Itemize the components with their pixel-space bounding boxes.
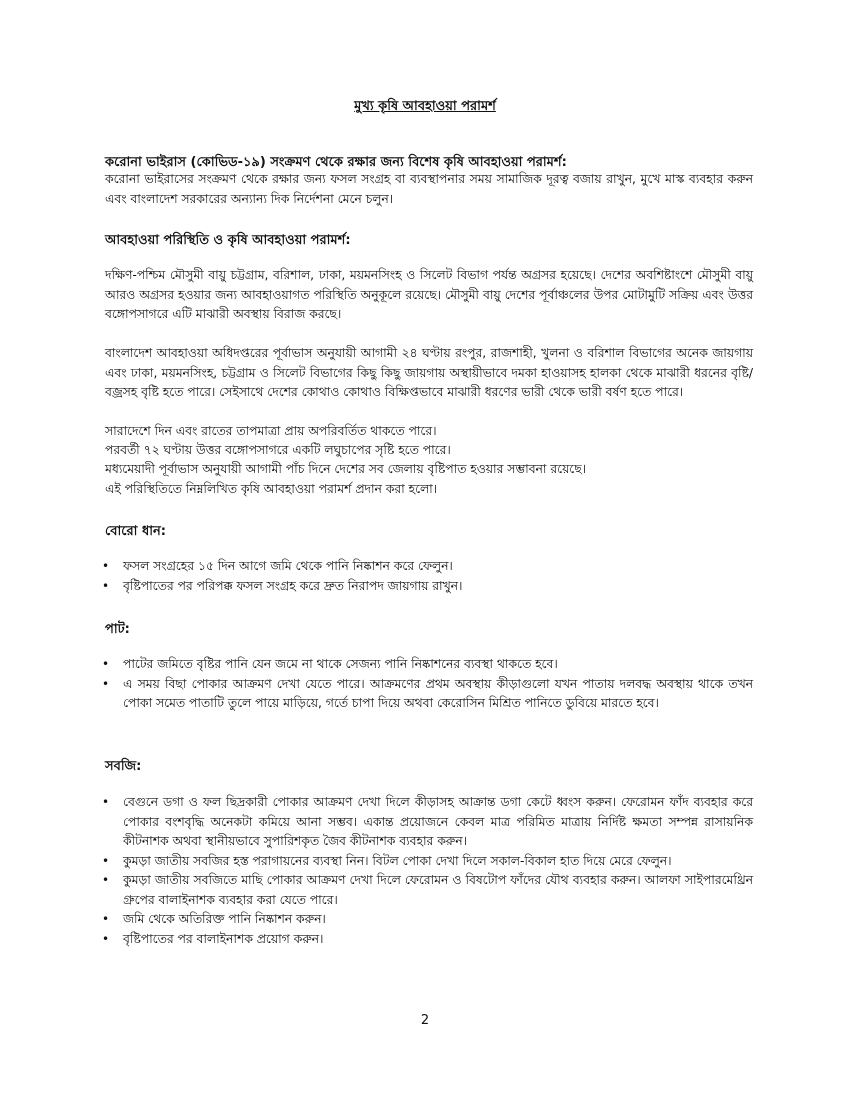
bullet-icon: •	[102, 931, 110, 946]
weather-line-medium-forecast: মধ্যমেয়াদী পূর্বাভাস অনুযায়ী আগামী পাঁচ দিনে দেশের সব জেলায় বৃষ্টিপাত হওয়ার সম্ভাবনা রয়েছে।	[105, 462, 587, 476]
weather-line-advice-intro: এই পরিস্থিতিতে নিম্নলিখিত কৃষি আবহাওয়া পরামর্শ প্রদান করা হলো।	[105, 482, 438, 496]
boro-heading: বোরো ধান:	[105, 524, 166, 539]
list-item-text: কুমড়া জাতীয় সবজির হস্ত পরাগায়নের ব্যবস্থা নিন। বিটল পোকা দেখা দিলে সকাল-বিকাল হাত দিয়ে মেরে ফেলুন।	[123, 853, 672, 868]
jute-list	[102, 655, 753, 714]
list-item	[102, 910, 753, 930]
vegetables-list	[102, 793, 753, 949]
weather-line-low-pressure: পরবর্তী ৭২ ঘণ্টায় উত্তর বঙ্গোপসাগরে একটি লঘুচাপের সৃষ্টি হতে পারে।	[105, 443, 451, 457]
vegetables-heading: সবজি:	[105, 759, 142, 774]
list-item-text: এ সময় বিছা পোকার আক্রমণ দেখা যেতে পারে। আক্রমণের প্রথম অবস্থায় কীড়াগুলো যখন পাতায় দলবদ্ধ অবস্থায় থাকে তখন পোকা সমেত পাতাটি তুলে পায়ে মাড়িয়ে, গর্তে চাপা দিয়ে অথবা কেরোসিন মিশ্রিত পানিতে ডুবিয়ে মারতে হবে।	[123, 676, 753, 710]
bullet-icon: •	[102, 657, 110, 671]
weather-line-temperature: সারাদেশে দিন এবং রাতের তাপমাত্রা প্রায় অপরিবর্তিত থাকতে পারে।	[105, 424, 437, 438]
covid-paragraph: করোনা ভাইরাসের সংক্রমণ থেকে রক্ষার জন্য ফসল সংগ্রহ বা ব্যবস্থাপনার সময় সামাজিক দূরত্ব বজায় রাখুন, মুখে মাস্ক ব্যবহার করুন এবং বাংলাদেশ সরকারের অন্যান্য দিক নির্দেশনা মেনে চলুন।	[105, 172, 753, 206]
bullet-icon: •	[102, 676, 110, 691]
list-item	[102, 557, 753, 577]
list-item	[102, 871, 753, 910]
list-item	[102, 930, 753, 950]
boro-list	[102, 557, 753, 596]
weather-paragraph-2: বাংলাদেশ আবহাওয়া অধিদপ্তরের পূর্বাভাস অনুযায়ী আগামী ২৪ ঘণ্টায় রংপুর, রাজশাহী, খুলনা ও বরিশাল বিভাগের অনেক জায়গায় এবং ঢাকা, ময়মনসিংহ, চট্টগ্রাম ও সিলেট বিভাগের কিছু কিছু জায়গায় অস্থায়ীভাবে দমকা হাওয়াসহ হালকা থেকে মাঝারী ধরনের বৃষ্টি/বজ্রসহ বৃষ্টি হতে পারে। সেইসাথে দেশের কোথাও কোথাও বিক্ষিপ্তভাবে মাঝারী ধরণের ভারী থেকে ভারী বর্ষণ হতে পারে।	[105, 346, 753, 399]
list-item-text: পাটের জমিতে বৃষ্টির পানি যেন জমে না থাকে সেজন্য পানি নিষ্কাশনের ব্যবস্থা থাকতে হবে।	[123, 657, 558, 671]
bullet-icon: •	[102, 873, 110, 887]
list-item-text: বেগুনে ডগা ও ফল ছিদ্রকারী পোকার আক্রমণ দেখা দিলে কীড়াসহ আক্রান্ত ডগা কেটে ধ্বংস করুন। ফেরোমন ফাঁদ ব্যবহার করে পোকার বংশবৃদ্ধি অনেকটা কমিয়ে আনা সম্ভব। একান্ত প্রয়োজনে কেবল মাত্র পরিমিত মাত্রায় নির্দিষ্ট ক্ষমতা সম্পন্ন রাসায়নিক কীটনাশক অথবা স্থানীয়ভাবে সুপারিশকৃত জৈব কীটনাশক ব্যবহার করুন।	[123, 795, 753, 848]
bullet-icon: •	[102, 795, 110, 809]
list-item	[102, 852, 753, 872]
list-item-text: জমি থেকে অতিরিক্ত পানি নিষ্কাশন করুন।	[123, 912, 326, 926]
list-item-text: বৃষ্টিপাতের পর পরিপক্ক ফসল সংগ্রহ করে দ্রুত নিরাপদ জায়গায় রাখুন।	[123, 578, 463, 593]
list-item	[102, 577, 753, 597]
list-item	[102, 655, 753, 675]
list-item-text: কুমড়া জাতীয় সবজিতে মাছি পোকার আক্রমণ দেখা দিলে ফেরোমন ও বিষটোপ ফাঁদের যৌথ ব্যবহার করুন। আলফা সাইপারমেথ্রিন গ্রুপের বালাইনাশক ব্যবহার করা যেতে পারে।	[123, 873, 753, 907]
covid-heading: করোনা ভাইরাস (কোভিড-১৯) সংক্রমণ থেকে রক্ষার জন্য বিশেষ কৃষি আবহাওয়া পরামর্শ:	[105, 155, 567, 170]
page-number: 2	[420, 1013, 430, 1028]
bullet-icon: •	[102, 912, 110, 926]
weather-paragraph-1: দক্ষিণ-পশ্চিম মৌসুমী বায়ু চট্টগ্রাম, বরিশাল, ঢাকা, ময়মনসিংহ ও সিলেট বিভাগ পর্যন্ত অগ্রসর হয়েছে। দেশের অবশিষ্টাংশে মৌসুমী বায়ু আরও অগ্রসর হওয়ার জন্য আবহাওয়াগত পরিস্থিতি অনুকূলে রয়েছে। মৌসুমী বায়ু দেশের পূর্বাঞ্চলের উপর মোটামুটি সক্রিয় এবং উত্তর বঙ্গোপসাগরে এটি মাঝারী অবস্থায় বিরাজ করছে।	[105, 268, 753, 321]
list-item	[102, 675, 753, 714]
weather-heading: আবহাওয়া পরিস্থিতি ও কৃষি আবহাওয়া পরামর্শ:	[105, 233, 351, 248]
list-item	[102, 793, 753, 852]
list-item-text: ফসল সংগ্রহের ১৫ দিন আগে জমি থেকে পানি নিষ্কাশন করে ফেলুন।	[123, 559, 453, 573]
list-item-text: বৃষ্টিপাতের পর বালাইনাশক প্রয়োগ করুন।	[123, 931, 324, 946]
bullet-icon: •	[102, 559, 110, 573]
jute-heading: পাট:	[105, 622, 130, 637]
bullet-icon: •	[102, 578, 110, 593]
bullet-icon: •	[102, 853, 110, 868]
page-title: মুখ্য কৃষি আবহাওয়া পরামর্শ	[354, 99, 496, 114]
